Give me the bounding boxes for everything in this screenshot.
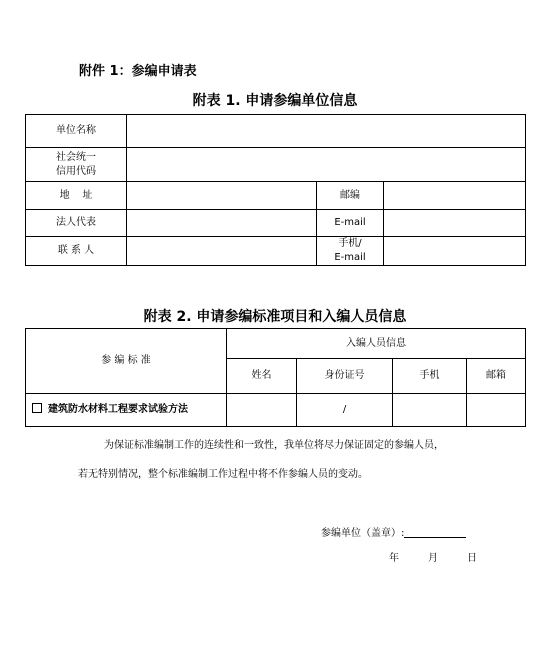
- column-header-phone: 手机: [393, 359, 467, 394]
- table1-title: 附表 1. 申请参编单位信息: [192, 93, 358, 109]
- phone-email-label-line2: E-mail: [334, 252, 366, 263]
- postcode-value[interactable]: [384, 182, 526, 210]
- standard-header: 参 编 标 准: [26, 329, 227, 394]
- standard-personnel-table: [25, 328, 526, 427]
- date-year: 年: [389, 553, 399, 564]
- column-header-id: 身份证号: [297, 359, 393, 394]
- applicant-info-table: [25, 114, 526, 266]
- credit-code-label-line2: 信用代码: [56, 165, 96, 177]
- seal-line: [321, 524, 466, 539]
- phone-email-label: [317, 237, 384, 266]
- email-cell[interactable]: [467, 394, 526, 427]
- postcode-label: 邮编: [317, 182, 384, 210]
- standard-name: 建筑防水材料工程要求试验方法: [48, 404, 188, 415]
- id-cell[interactable]: /: [297, 394, 393, 427]
- document-heading: 附件 1：参编申请表: [79, 64, 197, 79]
- unit-name-label: 单位名称: [26, 115, 127, 148]
- legal-rep-label: 法人代表: [26, 210, 127, 237]
- credit-code-label: [26, 148, 127, 182]
- seal-underline[interactable]: [404, 526, 466, 538]
- note-line-2: 若无特别情况，整个标准编制工作过程中将不作参编人员的变动。: [78, 469, 368, 480]
- table2-title: 附表 2. 申请参编标准项目和入编人员信息: [143, 309, 407, 325]
- address-label: 地 址: [26, 182, 127, 210]
- personnel-header: 入编人员信息: [227, 329, 526, 359]
- date-month: 月: [428, 553, 438, 564]
- phone-cell[interactable]: [393, 394, 467, 427]
- standard-checkbox[interactable]: [32, 403, 42, 413]
- contact-label: 联 系 人: [26, 237, 127, 266]
- credit-code-label-line1: 社会统一: [56, 151, 96, 163]
- date-day: 日: [467, 553, 477, 564]
- legal-rep-value[interactable]: [127, 210, 317, 237]
- column-header-email: 邮箱: [467, 359, 526, 394]
- email-value[interactable]: [384, 210, 526, 237]
- name-cell[interactable]: [227, 394, 297, 427]
- seal-label: 参编单位（盖章）:: [321, 528, 405, 539]
- address-value[interactable]: [127, 182, 317, 210]
- note-line-1: 为保证标准编制工作的连续性和一致性，我单位将尽力保证固定的参编人员，: [104, 440, 444, 451]
- table-row: [26, 394, 526, 427]
- phone-email-label-line1: 手机/: [338, 238, 362, 249]
- email-label: E-mail: [317, 210, 384, 237]
- column-header-name: 姓名: [227, 359, 297, 394]
- credit-code-value[interactable]: [127, 148, 526, 182]
- contact-value[interactable]: [127, 237, 317, 266]
- standard-cell: [26, 394, 227, 427]
- phone-email-value[interactable]: [384, 237, 526, 266]
- unit-name-value[interactable]: [127, 115, 526, 148]
